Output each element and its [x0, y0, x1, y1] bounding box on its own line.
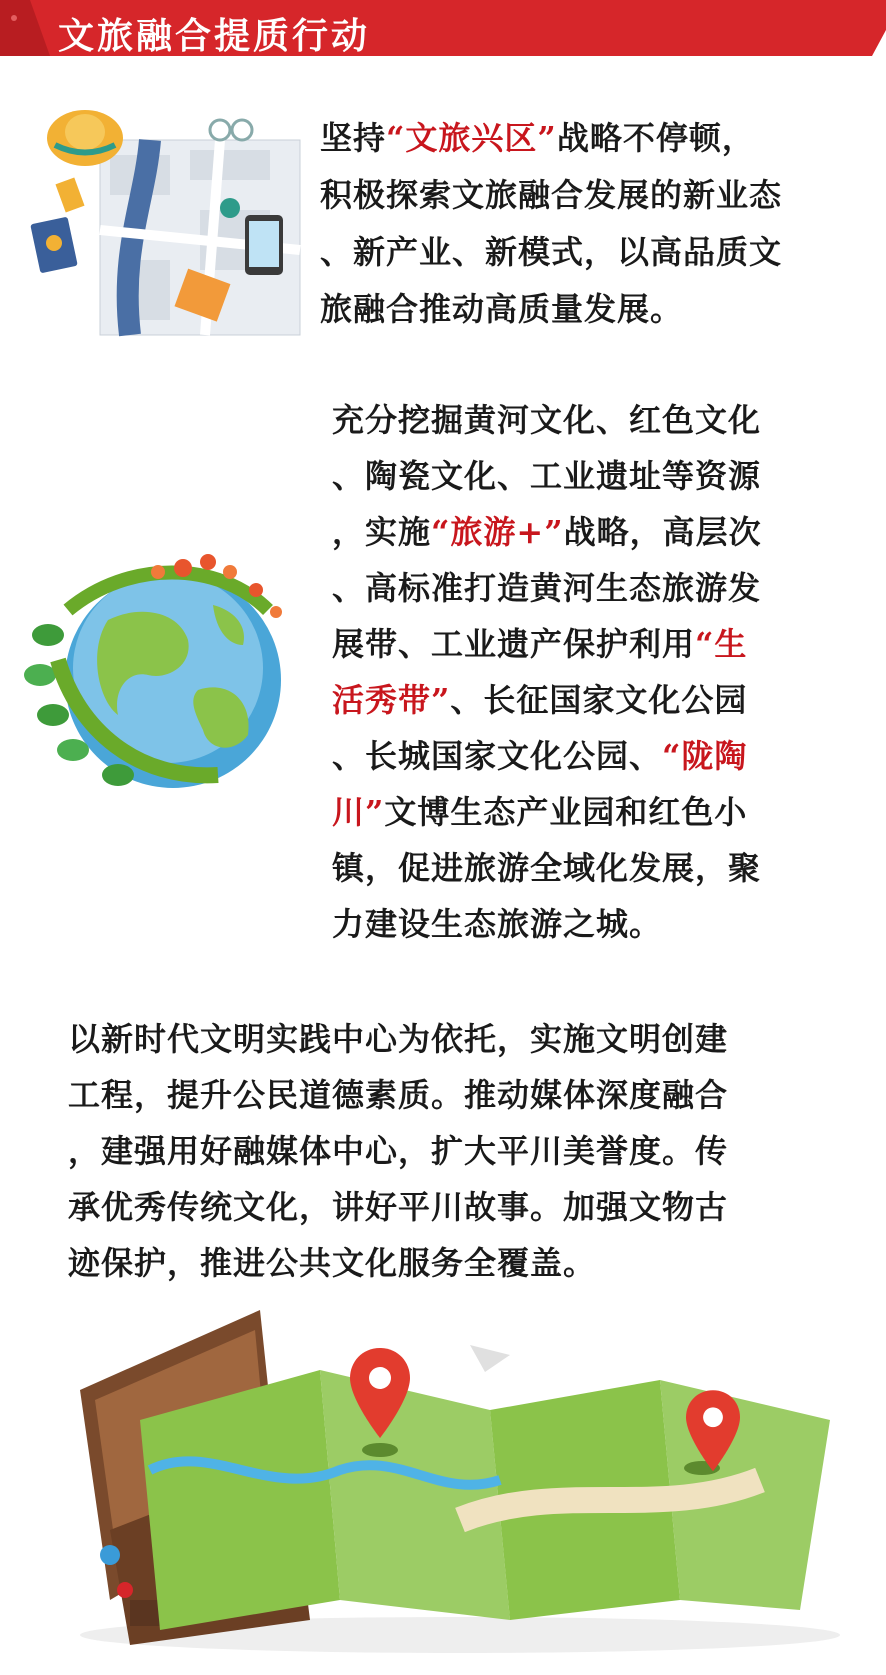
highlight-text: “文旅兴区” [386, 119, 557, 157]
text-segment: 坚持 [320, 119, 387, 157]
text-line: 、陶瓷文化、工业遗址等资源 [332, 457, 762, 495]
text-segment: 战略，高层次 [563, 513, 762, 551]
highlight-text: “旅游+” [431, 513, 564, 551]
map-pin-icon [686, 1390, 740, 1476]
paragraph-yellow-river [332, 392, 762, 952]
text-line: 、高标准打造黄河生态旅游发 [332, 569, 762, 607]
highlight-text: “陇陶 [662, 737, 748, 775]
text-line [332, 728, 762, 784]
section-banner [0, 0, 886, 60]
text-line: 积极探索文旅融合发展的新业态 [320, 176, 783, 214]
highlight-text: “生 [695, 625, 748, 663]
travel-map-icon [30, 100, 310, 340]
text-line [320, 110, 782, 167]
paragraph-civilization [68, 1011, 728, 1291]
text-line: 承优秀传统文化，讲好平川故事。加强文物古 [68, 1188, 729, 1226]
text-line [332, 784, 762, 840]
text-line: 力建设生态旅游之城。 [332, 905, 663, 943]
map-pin-icon [350, 1348, 410, 1443]
text-line: 工程，提升公民道德素质。推动媒体深度融合 [68, 1076, 729, 1114]
text-line: 充分挖掘黄河文化、红色文化 [332, 401, 762, 439]
text-segment: ，实施 [332, 513, 432, 551]
suitcase-map-icon [40, 1300, 870, 1660]
text-line [332, 672, 762, 728]
highlight-text: 川” [332, 793, 385, 831]
text-line: 、新产业、新模式，以高品质文 [320, 233, 783, 271]
text-line: ，建强用好融媒体中心，扩大平川美誉度。传 [68, 1132, 729, 1170]
text-line: 镇，促进旅游全域化发展，聚 [332, 849, 762, 887]
page-title: 文旅融合提质行动 [58, 16, 371, 57]
text-line [332, 504, 762, 560]
text-segment: 、长征国家文化公园 [450, 681, 748, 719]
text-segment: 、长城国家文化公园、 [332, 737, 663, 775]
text-segment: 展带、工业遗产保护利用 [332, 625, 696, 663]
text-line: 旅融合推动高质量发展。 [320, 290, 684, 328]
text-line: 迹保护，推进公共文化服务全覆盖。 [68, 1244, 597, 1282]
text-line: 以新时代文明实践中心为依托，实施文明创建 [68, 1020, 729, 1058]
text-segment: 文博生态产业园和红色小 [384, 793, 748, 831]
paragraph-culture-tourism [320, 110, 782, 338]
highlight-text: 活秀带” [332, 681, 451, 719]
text-segment: 战略不停顿， [556, 119, 755, 157]
text-line [332, 616, 762, 672]
globe-plants-icon [18, 550, 303, 795]
